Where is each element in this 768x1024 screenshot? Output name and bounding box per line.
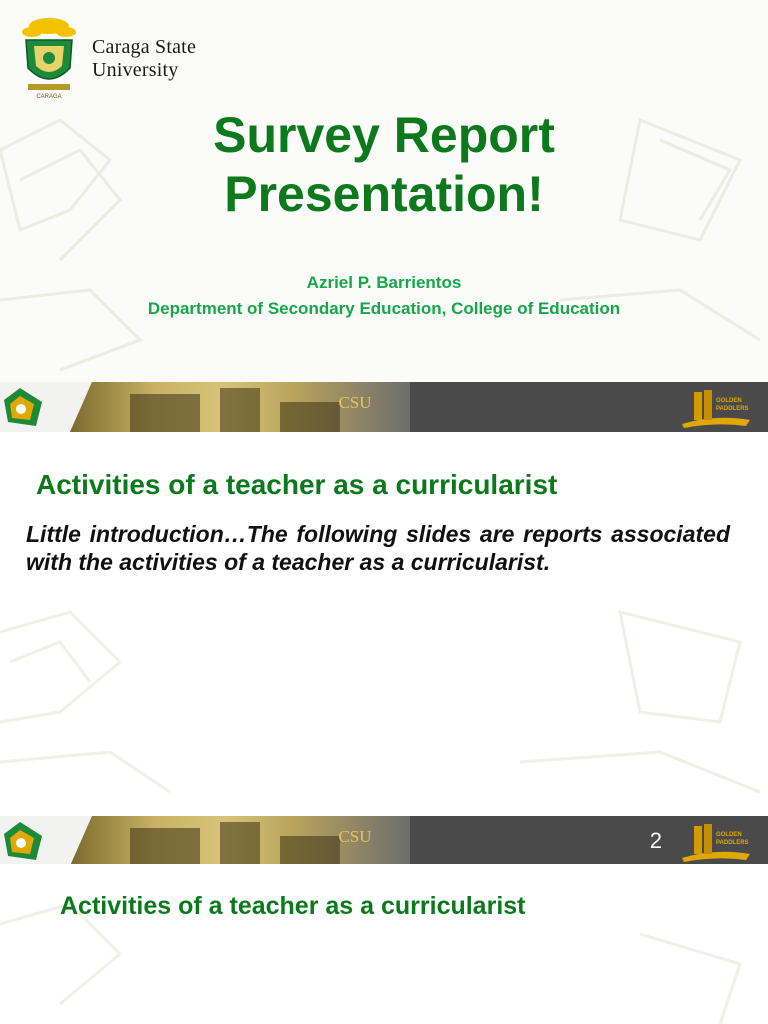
author-name: Azriel P. Barrientos [306,273,462,292]
university-seal-icon [20,12,78,102]
university-line-1: Caraga State [92,36,197,58]
slide-body-text: Little introduction…The following slides are reports associated with the activities of a teacher as a curricularist. [26,521,730,575]
slide-3 [0,864,768,1024]
green-emblem-icon [0,816,60,864]
slide-footer [0,382,768,432]
svg-text:GOLDEN: GOLDEN [716,398,742,404]
svg-text:GOLDEN: GOLDEN [716,832,742,838]
university-line-2: University [92,59,179,81]
golden-paddlers-logo-icon [676,384,756,430]
svg-text:CSU: CSU [338,393,372,412]
csu-badge-icon [338,822,372,862]
green-emblem-icon [0,382,60,432]
slide-footer [0,816,768,864]
slide-heading: Activities of a teacher as a curricularist [36,469,558,500]
page-number: 2 [649,828,662,853]
svg-text:PADDLERS: PADDLERS [716,840,749,846]
slide-2 [0,432,768,864]
university-name [92,36,196,82]
university-logo [20,12,230,102]
svg-text:CSU: CSU [338,827,372,846]
department-name: Department of Secondary Education, College of Education [147,299,621,318]
presentation-title [0,106,768,224]
slide-1 [0,0,768,432]
slide-heading: Activities of a teacher as a curricularist [60,892,526,920]
svg-text:CARAGA: CARAGA [36,94,62,100]
title-line-2: Presentation! [224,166,544,222]
title-line-1: Survey Report [213,107,555,163]
svg-text:PADDLERS: PADDLERS [716,406,749,412]
csu-badge-icon [338,388,372,428]
golden-paddlers-logo-icon [676,818,756,864]
background-pattern [0,864,768,1024]
